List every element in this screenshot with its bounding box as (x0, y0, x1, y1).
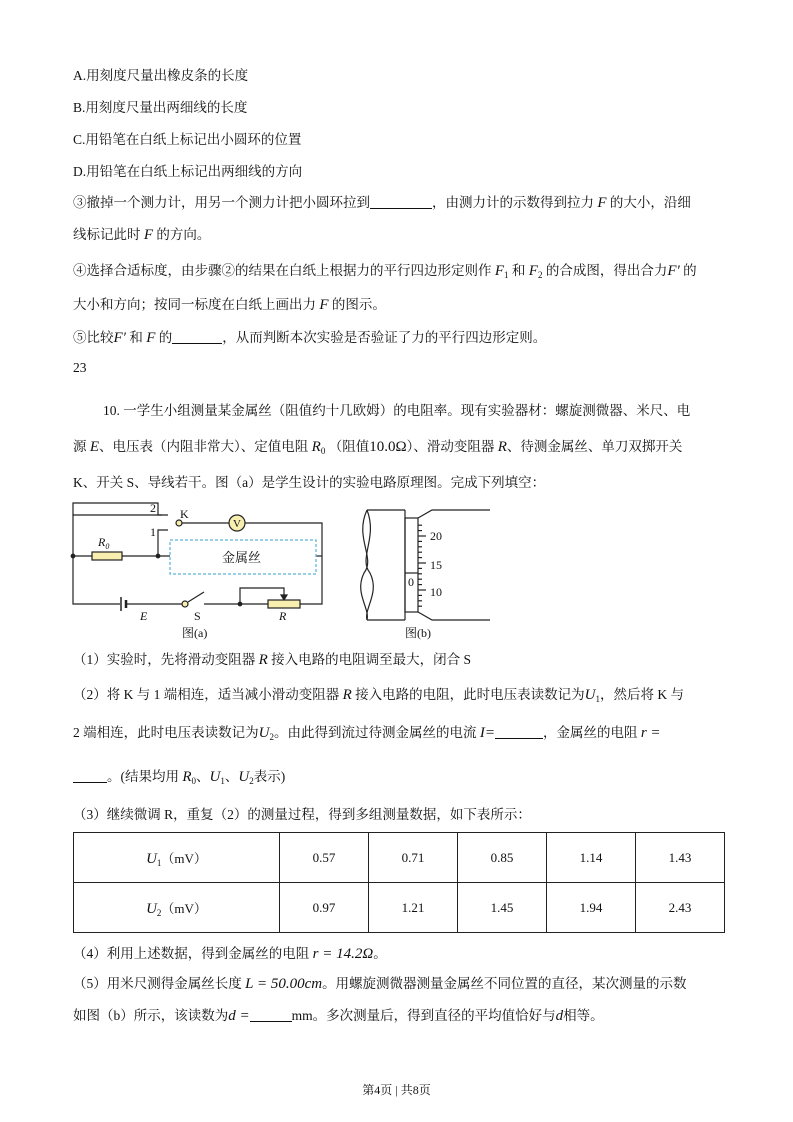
label-r: R (279, 609, 287, 623)
part2-line2 (73, 724, 661, 746)
text: 的图示。 (331, 297, 386, 312)
text: 、电压表（内阻非常大）、定值电阻 (99, 439, 309, 454)
caption-a: 图(a) (182, 626, 208, 640)
var: R (311, 439, 321, 455)
step4-line1 (73, 262, 697, 284)
table-cell: 0.85 (458, 833, 547, 883)
table-row (74, 883, 725, 933)
answer-blank-diameter (250, 1007, 292, 1022)
table-cell: 1.21 (369, 883, 458, 933)
text: 表示) (253, 769, 286, 784)
table-cell: 2.43 (636, 883, 725, 933)
page-footer: 第4页 | 共8页 (362, 1083, 431, 1097)
wire (158, 530, 168, 556)
text: ⑤比较 (73, 330, 114, 345)
text: 的合成图，得出合力 (545, 263, 668, 278)
text: 接入电路的电阻调至最大，闭合 S (271, 652, 472, 667)
sub: 2 (269, 732, 274, 742)
answer-blank-current (495, 724, 543, 739)
sub: 2 (249, 776, 254, 786)
sub: 1 (595, 694, 601, 704)
label-e: E (140, 609, 148, 623)
text: 和 (511, 263, 526, 278)
text: 的大小，沿细 (609, 195, 691, 210)
option-c: C.用铅笔在白纸上标记出小圆环的位置 (73, 132, 302, 147)
switch-s-lever (188, 592, 204, 602)
label-metal-wire: 金属丝 (222, 550, 262, 565)
step3-line2 (73, 226, 210, 244)
part1 (73, 651, 471, 669)
text: 线标记此时 (73, 227, 141, 242)
label-10: 10 (430, 585, 442, 599)
thimble-ticks (418, 525, 426, 606)
text: 。用螺旋测微器测量金属丝不同位置的直径，某次测量的示数 (322, 976, 687, 991)
value: L = 50.00cm (245, 976, 323, 992)
text: （2）将 K 与 1 端相连，适当减小滑动变阻器 (73, 687, 340, 702)
text: （1）实验时，先将滑动变阻器 (73, 652, 256, 667)
var: F (146, 330, 156, 346)
q10-line3: K、开关 S、导线若干。图（a）是学生设计的实验电路原理图。完成下列填空： (73, 475, 546, 490)
var: U (584, 687, 596, 703)
var: F (319, 297, 329, 313)
var: U (258, 725, 270, 741)
var: E (89, 439, 100, 455)
circuit-figures (70, 498, 495, 644)
var: d (555, 1008, 564, 1024)
step4-line2 (73, 296, 386, 314)
table-row (74, 833, 725, 883)
text: 和 (129, 330, 143, 345)
slider-arrow (281, 595, 287, 600)
label-terminal-2: 2 (150, 501, 156, 515)
var: r = (640, 725, 661, 741)
rheostat-r (268, 600, 300, 608)
table-cell: 1.45 (458, 883, 547, 933)
answer-blank (370, 194, 432, 209)
row-header: $U_2(mV)$ (74, 883, 280, 933)
text: 2 端相连，此时电压表读数记为 (73, 725, 259, 740)
label-0: 0 (408, 575, 414, 589)
var: I= (479, 725, 495, 741)
text: 。(结果均用 (107, 769, 179, 784)
sub: 0 (191, 776, 197, 786)
answer-blank-resistance (73, 768, 107, 783)
var: F (528, 263, 538, 279)
label-terminal-1: 1 (150, 525, 156, 539)
label-15: 15 (430, 558, 442, 572)
step3-line1 (73, 194, 691, 212)
junction-dot (156, 554, 160, 558)
text: 的 (683, 263, 697, 278)
var: F′ (113, 330, 126, 346)
switch-s-pivot (182, 601, 188, 607)
text: mm。多次测量后，得到直径的平均值恰好与 (291, 1008, 556, 1023)
part4 (73, 945, 387, 963)
text: 、待测金属丝、单刀双掷开关 (506, 439, 683, 454)
resistor-r0 (92, 552, 122, 560)
text: 如图（b）所示，该读数为 (73, 1008, 229, 1023)
text: （阻值 (328, 439, 370, 454)
var: U (209, 769, 221, 785)
text: ）、滑动变阻器 (406, 439, 495, 454)
text: 。由此得到流过待测金属丝的电流 (273, 725, 477, 740)
sub: 0 (320, 446, 326, 456)
label-s: S (194, 609, 201, 623)
label-v: V (233, 518, 241, 530)
junction-dot (238, 602, 242, 606)
text: ，然后将 K 与 (600, 687, 685, 702)
text: ，由测力计的示数得到拉力 (432, 195, 594, 210)
junction-dot (71, 554, 75, 558)
var: d = (228, 1008, 250, 1024)
table-cell: 1.14 (547, 833, 636, 883)
table-cell: 1.94 (547, 883, 636, 933)
part5-line2 (73, 1007, 604, 1025)
table-cell: 0.71 (369, 833, 458, 883)
value: 10.0Ω (369, 439, 407, 455)
text: 的 (158, 330, 173, 345)
text: 相等。 (563, 1008, 604, 1023)
label-r0: $R_0$ (98, 535, 110, 551)
text: 、 (224, 769, 239, 784)
text: 的方向。 (156, 227, 211, 242)
sub: 1 (220, 776, 225, 786)
table-cell: 0.97 (280, 883, 369, 933)
text: ，从而判断本次实验是否验证了力的平行四边形定则。 (222, 330, 547, 345)
table-cell: 1.43 (636, 833, 725, 883)
var: F (597, 195, 607, 211)
part2-line1 (73, 686, 684, 708)
text: 大小和方向；按同一标度在白纸上画出力 (73, 297, 316, 312)
micrometer-diagram-b (361, 510, 490, 620)
text: 接入电路的电阻，此时电压表读数记为 (355, 687, 585, 702)
text: 、 (196, 769, 210, 784)
text: ④选择合适标度，由步骤②的结果在白纸上根据力的平行四边形定则作 (73, 263, 492, 278)
table-cell: 0.57 (280, 833, 369, 883)
text: 源 (73, 439, 87, 454)
part5-line1 (73, 975, 687, 993)
row-header: $U_1(mV)$ (74, 833, 280, 883)
var: R (342, 687, 352, 703)
sub: 2 (537, 270, 543, 280)
var: R (182, 769, 192, 785)
data-table (73, 832, 725, 933)
value: r = 14.2Ω (312, 946, 374, 962)
var: F (494, 263, 505, 279)
label-20: 20 (430, 529, 442, 543)
text: （5）用米尺测得金属丝长度 (73, 976, 242, 991)
part2-line3 (73, 768, 285, 790)
var: R (497, 439, 507, 455)
var: F′ (667, 263, 680, 279)
q10-line2 (73, 438, 682, 460)
var: F (143, 227, 154, 243)
sub: 1 (504, 270, 509, 280)
answer-blank (172, 329, 222, 344)
circuit-diagram-a (71, 503, 322, 611)
text: （4）利用上述数据，得到金属丝的电阻 (73, 946, 310, 961)
option-d: D.用铅笔在白纸上标记出两细线的方向 (73, 164, 303, 179)
label-k: K (180, 507, 189, 521)
question-number-23: 23 (73, 360, 87, 375)
text: ，金属丝的电阻 (542, 725, 638, 740)
sleeve-edge (418, 612, 490, 620)
text: 。 (373, 946, 387, 961)
step5-line (73, 329, 546, 347)
option-b: B.用刻度尺量出两细线的长度 (73, 100, 248, 115)
q10-line1: 10. 一学生小组测量某金属丝（阻值约十几欧姆）的电阻率。现有实验器材：螺旋测微器、米尺、电 (103, 403, 691, 418)
var: U (238, 769, 250, 785)
thimble (405, 518, 418, 612)
text: ③撤掉一个测力计，用另一个测力计把小圆环拉到 (73, 195, 370, 210)
part3: （3）继续微调 R，重复（2）的测量过程，得到多组测量数据，如下表所示： (73, 807, 531, 822)
var: R (258, 652, 268, 668)
caption-b: 图(b) (405, 626, 431, 640)
sleeve-edge (418, 510, 490, 518)
option-a: A.用刻度尺量出橡皮条的长度 (73, 68, 249, 83)
